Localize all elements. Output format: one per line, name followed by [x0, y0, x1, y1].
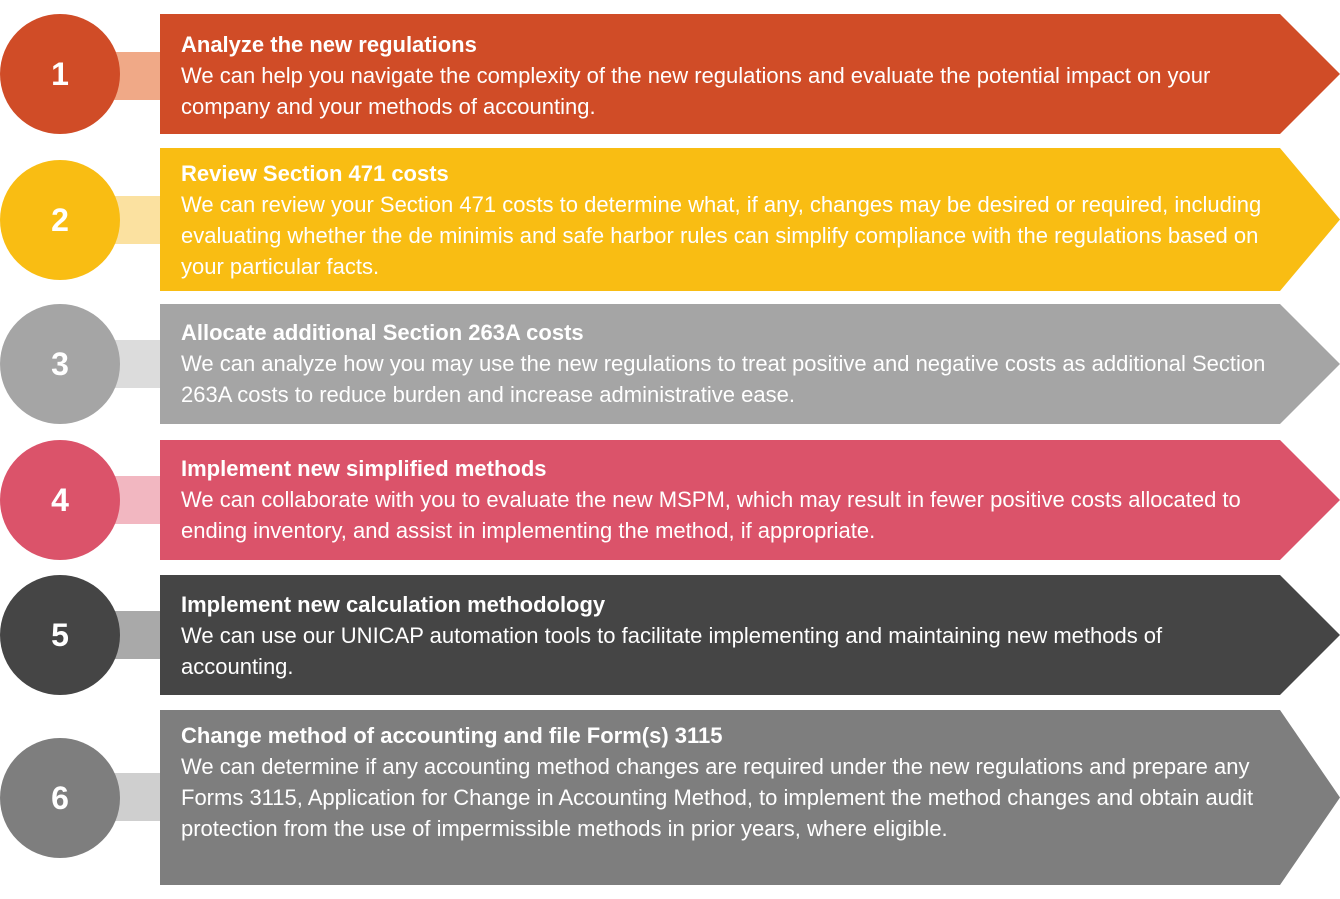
step-1-number: 1: [51, 55, 69, 92]
step-5-number-circle: [0, 575, 120, 695]
step-5-text: [181, 589, 1266, 682]
step-2-text: [181, 158, 1266, 282]
step-6-description: We can determine if any accounting method changes are required under the new regulations and prepare any Forms 3115, Application for Change in Accounting Method, to implement the method changes and obtain audit protection from the use of impermissible methods in prior years, where eligible.: [181, 754, 1254, 841]
step-6: [0, 710, 1340, 885]
step-6-title: Change method of accounting and file Form(s) 3115: [181, 723, 723, 748]
step-5-description: We can use our UNICAP automation tools to facilitate implementing and maintaining new methods of accounting.: [181, 623, 1163, 679]
step-5: [0, 575, 1340, 695]
step-3-text: [181, 317, 1266, 410]
step-2-title: Review Section 471 costs: [181, 161, 449, 186]
step-1-number-circle: [0, 14, 120, 134]
step-1-title: Analyze the new regulations: [181, 32, 477, 57]
step-4-number: 4: [51, 481, 69, 518]
step-4-description: We can collaborate with you to evaluate the new MSPM, which may result in fewer positive costs allocated to ending inventory, and assist in implementing the method, if appropriate.: [181, 487, 1241, 543]
step-1-description: We can help you navigate the complexity of the new regulations and evaluate the potential impact on your company and your methods of accounting.: [181, 63, 1211, 119]
step-4-title: Implement new simplified methods: [181, 456, 547, 481]
step-3-number-circle: [0, 304, 120, 424]
step-6-text: [181, 720, 1266, 844]
step-4-number-circle: [0, 440, 120, 560]
step-2-description: We can review your Section 471 costs to determine what, if any, changes may be desired or required, including evaluating whether the de minimis and safe harbor rules can simplify compliance with the regulations based on your particular facts.: [181, 192, 1262, 279]
step-3-description: We can analyze how you may use the new regulations to treat positive and negative costs as additional Section 263A costs to reduce burden and increase administrative ease.: [181, 351, 1266, 407]
step-3-number: 3: [51, 345, 69, 382]
step-2-number: 2: [51, 201, 69, 238]
step-1: [0, 14, 1340, 134]
step-4: [0, 440, 1340, 560]
step-2-number-circle: [0, 160, 120, 280]
step-3: [0, 304, 1340, 424]
step-4-text: [181, 453, 1266, 546]
step-6-number: 6: [51, 779, 69, 816]
step-5-title: Implement new calculation methodology: [181, 592, 606, 617]
step-3-title: Allocate additional Section 263A costs: [181, 320, 584, 345]
step-6-number-circle: [0, 738, 120, 858]
step-5-number: 5: [51, 616, 69, 653]
step-2: [0, 148, 1340, 291]
step-1-text: [181, 29, 1266, 122]
